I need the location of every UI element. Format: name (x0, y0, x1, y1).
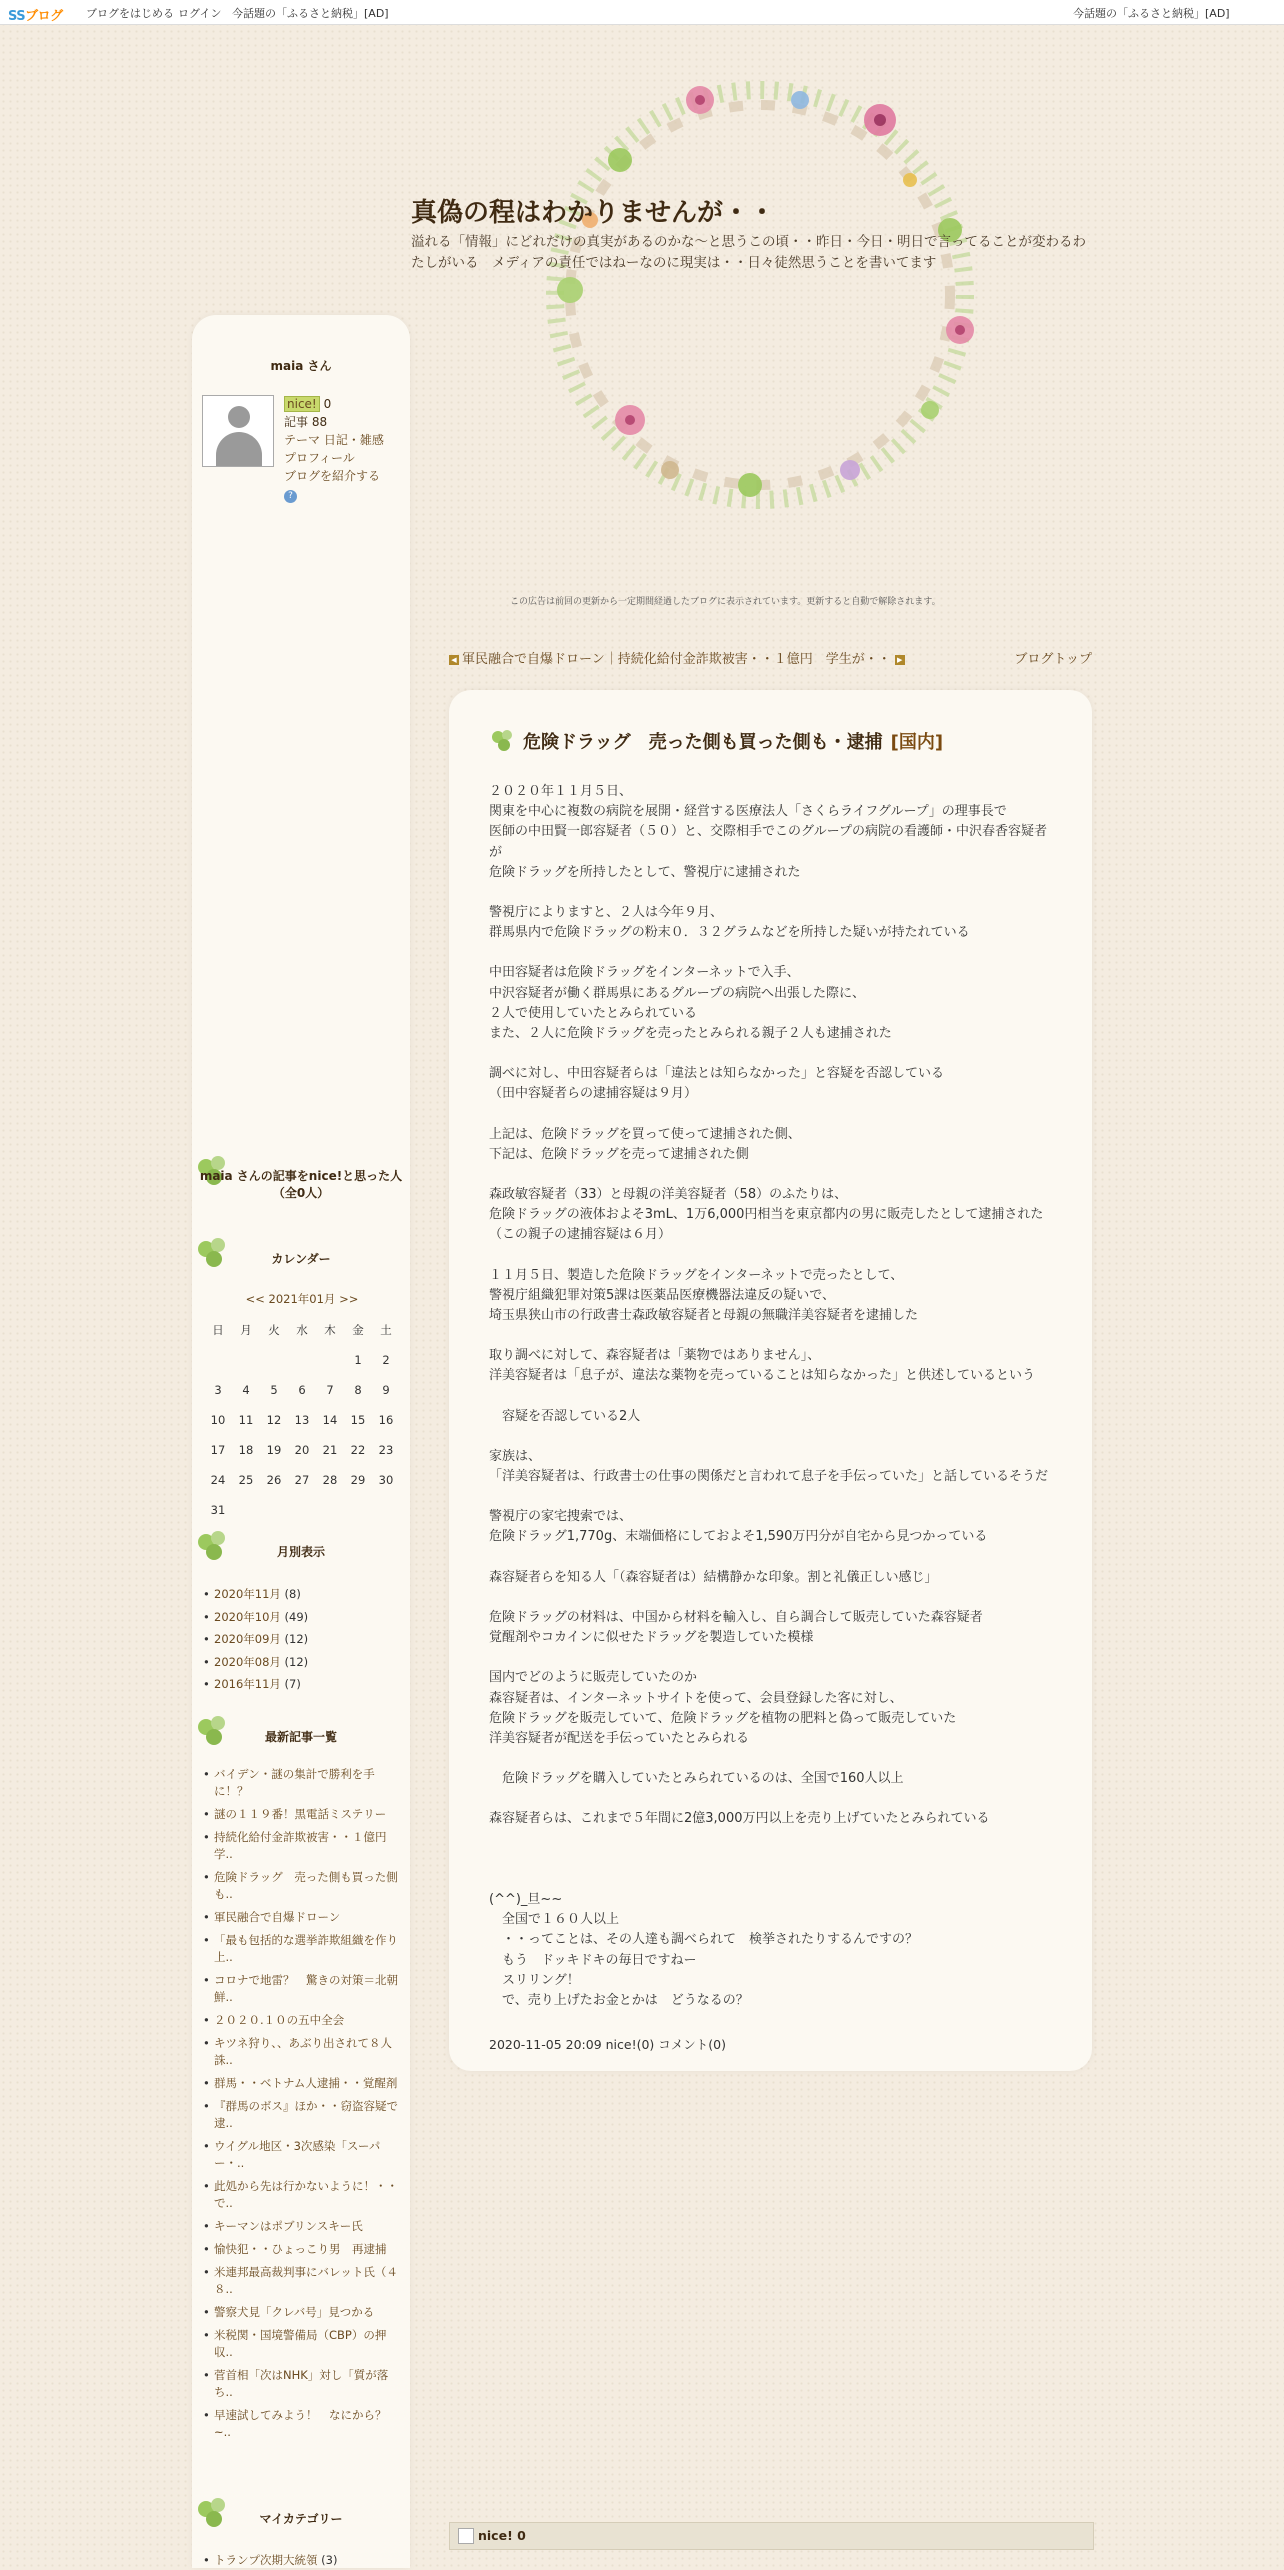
calendar-table (204, 1315, 400, 1525)
list-item[interactable]: • キーマンはポブリンスキー氏 (202, 2218, 402, 2235)
list-item-label[interactable]: 2020年10月 (214, 1609, 281, 1624)
sidebar (192, 315, 410, 2568)
article (449, 690, 1092, 2071)
calendar-day: 30 (378, 1473, 394, 1487)
article-paragraph: 中田容疑者は危険ドラッグをインターネットで入手、 中沢容疑者が働く群馬県にあるグループの病院へ出張した際に、 ２人で使用していたとみられている また、２人に危険ドラッグを売ったとみられる親子２人も逮捕された (489, 965, 892, 1042)
clover-icon (489, 728, 519, 754)
list-item[interactable]: • 『群馬のボス』ほか・・窃盗容疑で逮.. (202, 2098, 402, 2132)
calendar-weekday: 日 (212, 1323, 224, 1337)
article-paragraph: 取り調べに対して、森容疑者は「薬物ではありません」、 洋美容疑者は「息子が、違法な薬物を売っていることは知らなかった」と供述しているという (489, 1348, 1036, 1384)
list-item-count: (3) (317, 2553, 338, 2567)
calendar-weekday: 金 (352, 1323, 364, 1337)
article-paragraph: (^^)_旦~~ 全国で１６０人以上 ・・ってことは、その人達も調べられて 検挙されたりするんですの？ もう ドッキドキの毎日ですねー スリリング！ で、売り上げたお金とかは どうなるの？ (489, 1891, 919, 2008)
sidebar-user-name[interactable]: maia さん (270, 359, 332, 373)
calendar-day: 7 (326, 1383, 334, 1397)
calendar-day: 14 (322, 1413, 338, 1427)
article-paragraph: 容疑を否認している2人 (489, 1408, 641, 1424)
calendar-day: 20 (294, 1443, 310, 1457)
nice-badge: nice! (284, 396, 320, 412)
profile-link[interactable]: プロフィール (284, 451, 355, 465)
nice-count: 0 (323, 397, 332, 411)
list-item[interactable]: • 警察犬見「クレバ号」見つかる (202, 2304, 402, 2321)
ad-notice: この広告は前回の更新から一定期間経過したブログに表示されています。更新すると自動で解除されます。 (510, 597, 941, 607)
calendar-day: 8 (354, 1383, 362, 1397)
article-title[interactable] (489, 728, 943, 754)
calendar-day: 13 (294, 1413, 310, 1427)
calendar-weekday: 月 (240, 1323, 252, 1337)
flower-wreath-image (500, 30, 1020, 560)
calendar-day: 18 (238, 1443, 254, 1457)
article-paragraph: 森容疑者らは、これまで５年間に2億3,000万円以上を売り上げていたとみられている (489, 1811, 990, 1827)
list-item[interactable]: • 米連邦最高裁判事にバレット氏（４８.. (202, 2264, 402, 2298)
article-paragraph: 森政敏容疑者（33）と母親の洋美容疑者（58）のふたりは、 危険ドラッグの液体およそ3mL、1万6,000円相当を東京都内の男に販売したとして逮捕された （この親子の逮捕容疑は６月） (489, 1187, 1044, 1243)
calendar-weekday: 水 (296, 1323, 308, 1337)
blog-top-link[interactable]: ブログトップ (1014, 652, 1092, 667)
calendar-day (260, 1495, 288, 1525)
list-item-count: (7) (280, 1677, 301, 1691)
calendar-day: 9 (382, 1383, 390, 1397)
article-paragraph: 上記は、危険ドラッグを買って使って逮捕された側、 下記は、危険ドラッグを売って逮捕された側 (489, 1126, 801, 1162)
list-item[interactable]: • 「最も包括的な選挙詐欺組織を作り上.. (202, 1932, 402, 1966)
ss-blog-logo[interactable] (8, 5, 63, 24)
calendar-day (232, 1495, 260, 1525)
furusato-ad-link[interactable]: 今話題の「ふるさと納税」[AD] (232, 7, 389, 20)
recent-heading: 最新記事一覧 (264, 1730, 337, 1744)
help-icon[interactable]: ? (284, 490, 297, 503)
calendar-day: 31 (210, 1503, 226, 1517)
list-item[interactable]: • 愉快犯・・ひょっこり男 再逮捕 (202, 2241, 402, 2258)
calendar-day: 25 (238, 1473, 254, 1487)
article-count: 記事 88 (284, 415, 328, 429)
calendar-day: 23 (378, 1443, 394, 1457)
calendar-day: 2 (382, 1353, 390, 1367)
calendar-day (288, 1495, 316, 1525)
calendar-day: 28 (322, 1473, 338, 1487)
nice-people-heading: maia さんの記事をnice!と思った人（全0人） (199, 1169, 403, 1200)
introduce-blog-link[interactable]: ブログを紹介する (284, 469, 381, 483)
calendar-day (344, 1495, 372, 1525)
calendar-day: 26 (266, 1473, 282, 1487)
list-item-count: (12) (280, 1632, 309, 1646)
list-item[interactable]: • 米税関・国境警備局（CBP）の押収.. (202, 2327, 402, 2361)
calendar-day: 15 (350, 1413, 366, 1427)
archive-heading: 月別表示 (276, 1545, 325, 1559)
list-item[interactable] (202, 2550, 402, 2570)
list-item-label[interactable]: 2020年11月 (214, 1587, 281, 1601)
calendar-day (260, 1345, 288, 1375)
category-list (202, 2550, 402, 2570)
calendar-day: 22 (350, 1443, 366, 1457)
article-title-text: 危険ドラッグ 売った側も買った側も・逮捕 (523, 732, 883, 753)
list-item[interactable]: • ２０２０.１０の五中全会 (202, 2012, 402, 2029)
recent-articles-list (202, 1766, 402, 2447)
calendar-day: 29 (350, 1473, 366, 1487)
list-item-label[interactable]: トランプ次期大統領 (214, 2553, 318, 2567)
logo-text-a: SS (8, 9, 26, 24)
category-heading: マイカテゴリー (259, 2512, 343, 2526)
calendar-day (372, 1495, 400, 1525)
article-paragraph: １１月５日、製造した危険ドラッグをインターネットで売ったとして、 警視庁組織犯罪対策5課は医薬品医療機器法違反の疑いで、 埼玉県狭山市の行政書士森政敏容疑者と母親の無職洋美容疑者を逮捕した (489, 1267, 919, 1324)
article-paragraph: 危険ドラッグを購入していたとみられているのは、全国で160人以上 (489, 1771, 904, 1787)
calendar-heading: カレンダー (271, 1252, 331, 1266)
calendar-day: 24 (210, 1473, 226, 1487)
list-item[interactable]: • 此処から先は行かないように！・・で.. (202, 2178, 402, 2212)
calendar-weekday: 木 (324, 1323, 336, 1337)
list-item[interactable] (202, 1583, 402, 1606)
calendar-day: 5 (270, 1383, 278, 1397)
list-item[interactable] (202, 1673, 402, 1696)
article-category[interactable]: [国内] (890, 732, 944, 753)
list-item[interactable]: • バイデン・謎の集計で勝利を手に！？ (202, 1766, 402, 1800)
list-item[interactable]: • キツネ狩り、、あぶり出されて８人誅.. (202, 2035, 402, 2069)
article-paragraph: 国内でどのように販売していたのか 森容疑者は、インターネットサイトを使って、会員登録した客に対し、 危険ドラッグを販売していて、危険ドラッグを植物の肥料と偽って販売していた 洋美容疑者が配送を手伝っていたとみられる (489, 1670, 957, 1746)
arrow-right-icon: ▶ (895, 655, 905, 665)
list-item[interactable]: • 危険ドラッグ 売った側も買った側も.. (202, 1869, 402, 1903)
calendar-day: 19 (266, 1443, 282, 1457)
blog-description: 溢れる「情報」にどれだけの真実があるのかな〜と思うこの頃・・昨日・今日・明日で言ってることが変わるわたしがいる メディアの責任ではねーなのに現実は・・日々徒然思うことを書いてます (411, 234, 1086, 271)
list-item[interactable]: • ウイグル地区・3次感染「スーパー・.. (202, 2138, 402, 2172)
list-item-label[interactable]: 2016年11月 (214, 1677, 281, 1691)
calendar-day (232, 1345, 260, 1375)
calendar-weekday: 土 (380, 1323, 392, 1337)
prev-next-text[interactable]: 軍民融合で自爆ドローン｜持続化給付金詐欺被害・・１億円 学生が・・ (462, 652, 891, 667)
nice-bar-label[interactable]: nice! 0 (478, 2528, 526, 2543)
article-paragraph: 調べに対し、中田容疑者らは「違法とは知らなかった」と容疑を否認している （田中容疑者らの逮捕容疑は９月） (489, 1066, 945, 1102)
list-item-label[interactable]: 2020年09月 (214, 1632, 281, 1646)
calendar-day: 3 (214, 1383, 222, 1397)
archive-list (202, 1583, 402, 1696)
calendar-day: 11 (238, 1413, 254, 1427)
furusato-ad-link-right[interactable]: 今話題の「ふるさと納税」[AD] (1073, 7, 1230, 20)
calendar-day: 1 (354, 1353, 362, 1367)
article-paragraph: 警視庁によりますと、２人は今年９月、 群馬県内で危険ドラッグの粉末０．３２グラムなどを所持した疑いが持たれている (489, 905, 970, 941)
list-item[interactable]: • 謎の１１９番！黒電話ミステリー (202, 1806, 402, 1823)
prev-next-links[interactable] (449, 648, 908, 667)
article-paragraph: 家族は、 「洋美容疑者は、行政書士の仕事の関係だと言われて息子を手伝っていた」と話しているそうだ (489, 1448, 1049, 1485)
list-item[interactable]: • コロナで地雷？ 驚きの対策＝北朝鮮.. (202, 1972, 402, 2006)
article-paragraph: 警視庁の家宅捜索では、 危険ドラッグ1,770g、末端価格にしておよそ1,590万円分が自宅から見つかっている (489, 1509, 988, 1545)
list-item[interactable] (202, 1628, 402, 1651)
logo-text-b: ブログ (25, 9, 63, 24)
article-paragraph: ２０２０年１１月５日、 関東を中心に複数の病院を展開・経営する医療法人「さくらライフグループ」の理事長で 医師の中田賢一郎容疑者（５０）と、交際相手でこのグループの病院の看護師・中沢春香容疑者が 危険ドラッグを所持したとして、警視庁に逮捕された (489, 784, 1047, 880)
profile-info (284, 395, 384, 503)
list-item[interactable]: • 早速試してみよう！ なにから？ ~.. (202, 2407, 402, 2441)
theme-link[interactable]: テーマ 日記・雑感 (284, 433, 384, 447)
calendar-nav[interactable]: << 2021年01月 >> (245, 1292, 359, 1306)
article-footer: 2020-11-05 20:09 nice!(0) コメント(0) (489, 2037, 726, 2052)
avatar[interactable] (202, 395, 274, 467)
calendar-day: 17 (210, 1443, 226, 1457)
list-item-label[interactable]: 2020年08月 (214, 1654, 281, 1669)
nice-icon (458, 2528, 474, 2544)
calendar-day: 4 (242, 1383, 250, 1397)
calendar-day: 12 (266, 1413, 282, 1427)
login-link[interactable]: ログイン (178, 7, 222, 20)
list-item-count: (12) (280, 1654, 309, 1669)
article-body (489, 782, 1059, 2031)
blog-title[interactable]: 真偽の程はわかりませんが・・ (411, 198, 776, 228)
calendar-day: 21 (322, 1443, 338, 1457)
calendar-day: 16 (378, 1413, 394, 1427)
list-item[interactable]: • 持続化給付金詐欺被害・・１億円 学.. (202, 1829, 402, 1863)
start-blog-link[interactable]: ブログをはじめる (86, 7, 174, 20)
calendar-day (316, 1495, 344, 1525)
calendar-day (204, 1345, 232, 1375)
list-item-count: (8) (280, 1587, 301, 1601)
arrow-left-icon: ◀ (449, 655, 459, 665)
article-paragraph: 危険ドラッグの材料は、中国から材料を輸入し、自ら調合して販売していた森容疑者 覚醒剤やコカインに似せたドラッグを製造していた模様 (489, 1609, 983, 1646)
list-item-count: (49) (280, 1609, 309, 1624)
calendar (204, 1291, 400, 1525)
nice-bar (449, 2522, 1094, 2550)
list-item[interactable]: • 軍民融合で自爆ドローン (202, 1909, 402, 1926)
article-nav (449, 648, 1092, 670)
list-item[interactable] (202, 1651, 402, 1674)
article-paragraph: 森容疑者らを知る人「（森容疑者は）結構静かな印象。割と礼儀正しい感じ」 (489, 1569, 938, 1585)
calendar-day (288, 1345, 316, 1375)
calendar-weekday: 火 (268, 1323, 280, 1337)
calendar-day: 6 (298, 1383, 306, 1397)
calendar-day: 10 (210, 1413, 226, 1427)
list-item[interactable] (202, 1606, 402, 1629)
list-item[interactable]: • 菅首相「次はNHK」対し「質が落ち.. (202, 2367, 402, 2401)
calendar-day: 27 (294, 1473, 310, 1487)
list-item[interactable]: • 群馬・・ベトナム人逮捕・・覚醒剤 (202, 2075, 402, 2092)
top-bar (0, 0, 1284, 25)
calendar-day (316, 1345, 344, 1375)
